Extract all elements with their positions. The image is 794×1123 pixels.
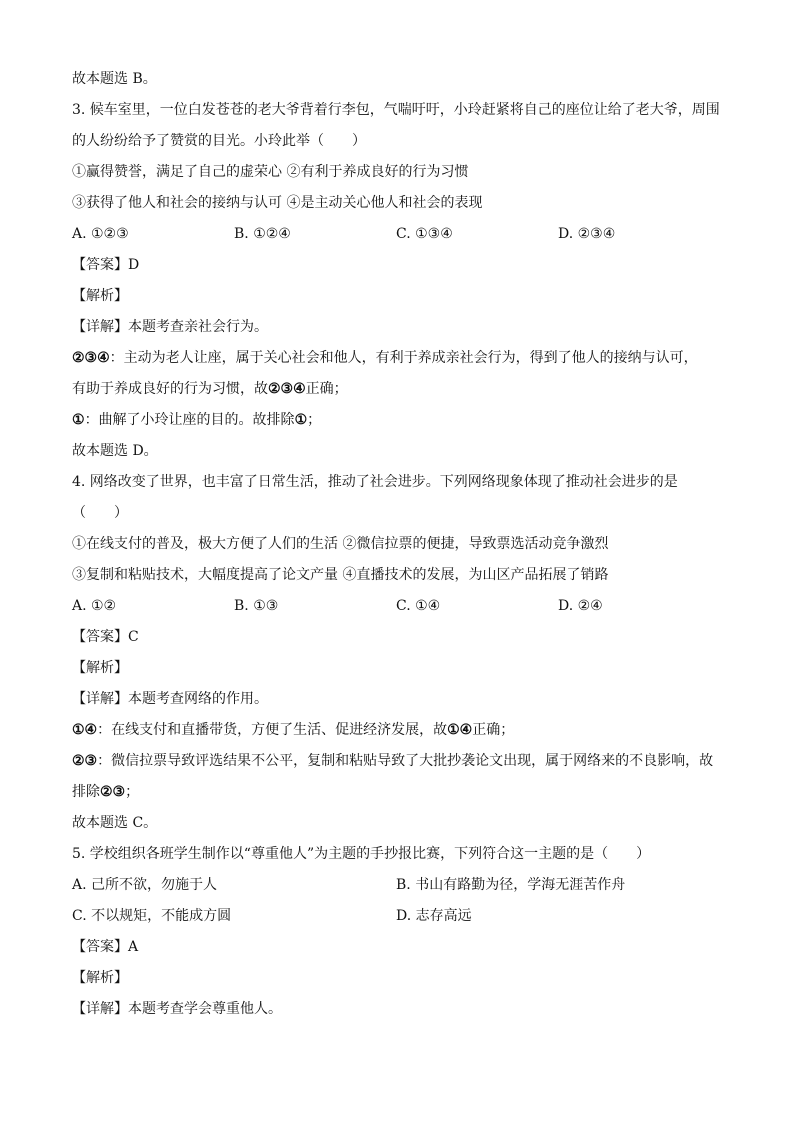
q3-explanation-line-2 bbox=[72, 374, 722, 405]
q3-exp2-mark: ① bbox=[72, 412, 85, 428]
q5-options-row-2 bbox=[72, 901, 722, 932]
q4-explanation-line-2 bbox=[72, 746, 722, 777]
q4-explanation-line-3 bbox=[72, 777, 722, 808]
q3-conclusion: 故本题选 D。 bbox=[72, 443, 158, 459]
q4-exp2-text: ：微信拉票导致评选结果不公平，复制和粘贴导致了大批抄袭论文出现，属于网络来的不良影响，故 bbox=[97, 753, 714, 769]
q5-option-b: B. 书山有路勤为径，学海无涯苦作舟 bbox=[396, 877, 626, 893]
q3-option-a: A. ①②③ bbox=[72, 226, 129, 242]
q4-conclusion: 故本题选 C。 bbox=[72, 815, 158, 831]
q4-stem-line-1: 4. 网络改变了世界，也丰富了日常生活，推动了社会进步。下列网络现象体现了推动社会进步的是 bbox=[72, 474, 678, 490]
q3-option-c: C. ①③④ bbox=[396, 226, 453, 242]
q4-option-d: D. ②④ bbox=[558, 598, 603, 614]
q3-exp1-mark: ②③④ bbox=[72, 350, 110, 366]
q3-exp2-end: ； bbox=[307, 412, 322, 428]
q4-analysis-heading: 【解析】 bbox=[72, 660, 128, 676]
q3-option-d: D. ②③④ bbox=[558, 226, 616, 242]
q4-statement-line-1: ①在线支付的普及，极大方便了人们的生活 ②微信拉票的便捷，导致票选活动竞争激烈 bbox=[72, 536, 609, 552]
q3-exp1-cont-mark: ②③④ bbox=[268, 381, 306, 397]
q4-option-a: A. ①② bbox=[72, 598, 117, 614]
q5-option-c: C. 不以规矩，不能成方圆 bbox=[72, 908, 232, 924]
q3-analysis-heading: 【解析】 bbox=[72, 288, 128, 304]
q3-explanation-line-3 bbox=[72, 405, 722, 436]
q2-conclusion: 故本题选 B。 bbox=[72, 71, 157, 87]
q3-exp2-text: ：曲解了小玲让座的目的。故排除 bbox=[84, 412, 295, 428]
q4-exp1-text: ：在线支付和直播带货，方便了生活、促进经济发展，故 bbox=[97, 722, 448, 738]
q3-exp1-text: ：主动为老人让座，属于关心社会和他人，有利于养成亲社会行为，得到了他人的接纳与认可， bbox=[109, 350, 698, 366]
q5-options-row-1 bbox=[72, 870, 722, 901]
q3-stem-line-1: 3. 候车室里，一位白发苍苍的老大爷背着行李包，气喘吁吁，小玲赶紧将自己的座位让给了老大爷，周围 bbox=[72, 102, 720, 118]
q5-stem-line-1: 5. 学校组织各班学生制作以“尊重他人”为主题的手抄报比赛，下列符合这一主题的是（ ） bbox=[72, 846, 651, 862]
q4-options bbox=[72, 591, 722, 622]
q5-analysis-heading: 【解析】 bbox=[72, 970, 128, 986]
q4-exp2-mark: ②③ bbox=[72, 753, 98, 769]
q3-exp2-mark2: ① bbox=[294, 412, 308, 428]
q4-answer: 【答案】C bbox=[72, 629, 139, 645]
q3-option-b: B. ①②④ bbox=[234, 226, 291, 242]
q3-statement-line-2: ③获得了他人和社会的接纳与认可 ④是主动关心他人和社会的表现 bbox=[72, 195, 483, 211]
q5-answer: 【答案】A bbox=[72, 939, 139, 955]
q4-option-b: B. ①③ bbox=[234, 598, 279, 614]
q4-option-c: C. ①④ bbox=[396, 598, 441, 614]
q4-exp1-mark2: ①④ bbox=[447, 722, 473, 738]
q3-options bbox=[72, 219, 722, 250]
q5-option-d: D. 志存高远 bbox=[396, 908, 472, 924]
q5-option-a: A. 己所不欲，勿施于人 bbox=[72, 877, 218, 893]
q4-exp2-cont-mark: ②③ bbox=[100, 784, 126, 800]
q5-detail: 【详解】本题考查学会尊重他人。 bbox=[72, 1001, 282, 1017]
q4-statement-line-2: ③复制和粘贴技术，大幅度提高了论文产量 ④直播技术的发展，为山区产品拓展了销路 bbox=[72, 567, 609, 583]
q4-exp1-mark: ①④ bbox=[72, 722, 98, 738]
q4-exp1-end: 正确； bbox=[472, 722, 515, 738]
q4-stem-line-2: （ ） bbox=[72, 505, 128, 521]
q3-answer: 【答案】D bbox=[72, 257, 140, 273]
q4-exp2-cont-end: ； bbox=[125, 784, 140, 800]
q3-detail: 【详解】本题考查亲社会行为。 bbox=[72, 319, 268, 335]
q3-exp1-cont-end: 正确； bbox=[305, 381, 348, 397]
q3-stem-line-2: 的人纷纷给予了赞赏的目光。小玲此举（ ） bbox=[72, 133, 366, 149]
q3-statement-line-1: ①赢得赞誉，满足了自己的虚荣心 ②有利于养成良好的行为习惯 bbox=[72, 164, 469, 180]
q4-exp2-cont-text: 排除 bbox=[72, 784, 100, 800]
q3-exp1-cont-text: 有助于养成良好的行为习惯，故 bbox=[72, 381, 268, 397]
q3-explanation-line-1 bbox=[72, 343, 722, 374]
q4-detail: 【详解】本题考查网络的作用。 bbox=[72, 691, 268, 707]
q4-explanation-line-1 bbox=[72, 715, 722, 746]
